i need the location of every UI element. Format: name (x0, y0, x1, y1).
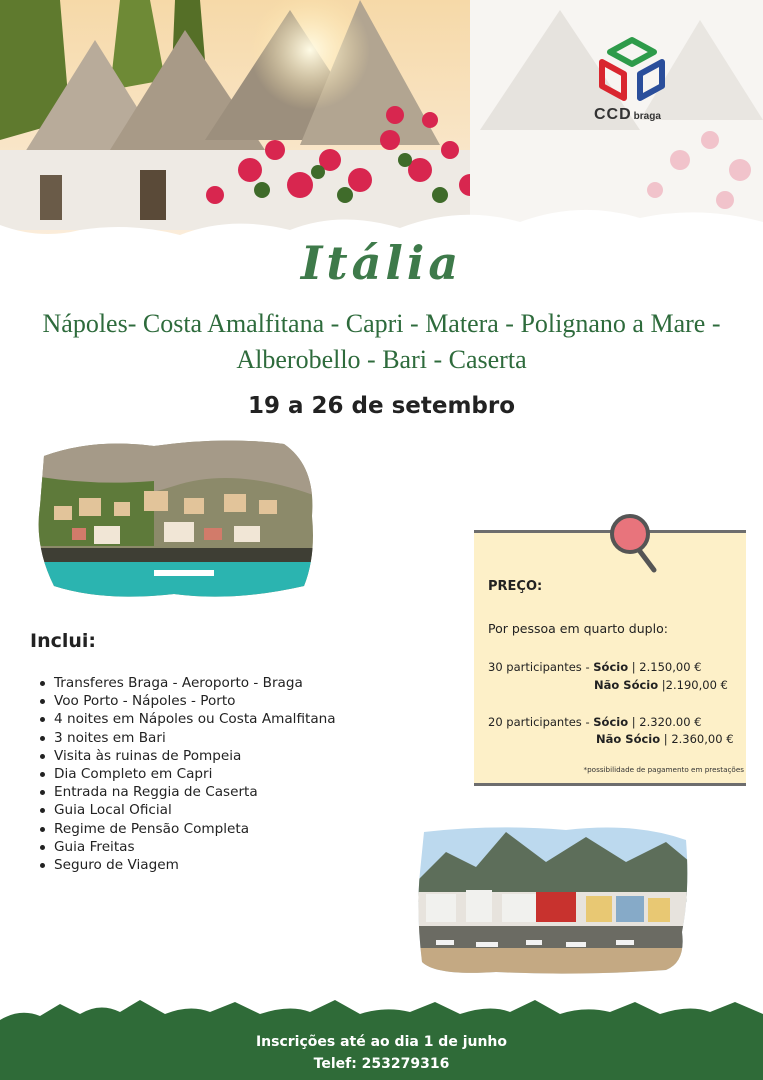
registration-deadline: Inscrições até ao dia 1 de junho (255, 1034, 508, 1050)
list-item: Visita às ruinas de Pompeia (38, 747, 336, 765)
price-subtitle: Por pessoa em quarto duplo: (488, 621, 668, 636)
travel-dates: 19 a 26 de setembro (247, 393, 516, 419)
logo-text: CCD braga (594, 106, 661, 123)
list-item: Transferes Braga - Aeroporto - Braga (38, 674, 336, 692)
phone-number: Telef: 253279316 (313, 1056, 450, 1072)
price-row-30-socio: 30 participantes - Sócio | 2.150,00 € (488, 660, 702, 674)
route-line-2: Alberobello - Bari - Caserta (236, 345, 527, 374)
list-item: Dia Completo em Capri (38, 765, 336, 783)
amalfi-coast-photo (34, 436, 316, 602)
includes-list (38, 674, 336, 874)
list-item: 3 noites em Bari (38, 729, 336, 747)
list-item: Voo Porto - Nápoles - Porto (38, 692, 336, 710)
pin-icon (606, 512, 660, 576)
capri-harbour-photo (416, 822, 690, 976)
price-row-30-nao-socio: Não Sócio |2.190,00 € (594, 678, 728, 692)
price-row-20-socio: 20 participantes - Sócio | 2.320.00 € (488, 715, 702, 729)
list-item: Entrada na Reggia de Caserta (38, 783, 336, 801)
payment-note: *possibilidade de pagamento em prestações (583, 765, 744, 774)
list-item: Seguro de Viagem (38, 856, 336, 874)
includes-title: Inclui: (30, 630, 97, 652)
price-title: PREÇO: (488, 579, 543, 594)
price-row-20-nao-socio: Não Sócio | 2.360,00 € (596, 732, 734, 746)
list-item: Guia Local Oficial (38, 801, 336, 819)
list-item: Regime de Pensão Completa (38, 820, 336, 838)
footer-banner (0, 990, 763, 1080)
page-title: Itália (300, 236, 463, 290)
list-item: 4 noites em Nápoles ou Costa Amalfitana (38, 710, 336, 728)
route (40, 306, 723, 378)
list-item: Guia Freitas (38, 838, 336, 856)
route-line-1: Nápoles- Costa Amalfitana - Capri - Matera - Polignano a Mare - (42, 309, 721, 338)
